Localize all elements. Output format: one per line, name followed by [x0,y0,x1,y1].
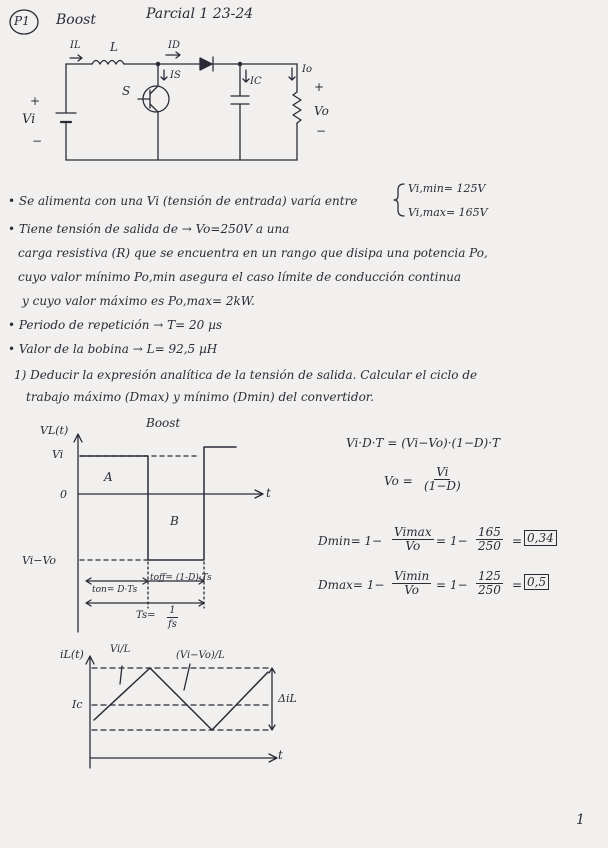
dmin-equals: = [512,534,523,548]
area-a-label: A [104,470,113,484]
resistor-symbol [293,92,301,123]
circuit-label-vi: Vi [22,112,36,127]
vl-level-vi: Vi [52,448,64,461]
circuit-label-minus-out: − [316,124,327,138]
problem-tag: P1 [14,14,30,28]
il-graph [86,656,277,768]
vl-axis-label: VL(t) [40,424,69,437]
note-vimax: Vi,max= 165V [408,206,488,219]
note-pomin: cuyo valor mínimo Po,min asegura el caso límite de conducción continua [18,270,462,284]
circuit-label-s: S [122,84,131,98]
exam-title: Parcial 1 23-24 [146,6,254,22]
circuit-label-id: ID [168,40,180,51]
vo-eq-lhs: Vo = [384,474,413,488]
circuit-label-vo: Vo [314,104,329,118]
diode-symbol [200,58,212,70]
ts-fraction: $\frac{1}{fs}$ [168,605,177,630]
area-b-label: B [170,514,179,528]
page-number: 1 [576,812,585,828]
vl-level-vivo: Vi−Vo [22,554,57,567]
question-line-1: 1) Deducir la expresión analítica de la tensión de salida. Calcular el ciclo de [14,368,478,382]
dmin-lhs: Dmin= 1− [318,534,383,548]
il-axis-t: t [278,748,283,762]
ton-label: ton= D·Ts [92,585,138,595]
vl-axis-t: t [266,486,271,500]
note-load: carga resistiva (R) que se encuentra en un rango que disipa una potencia Po, [18,246,488,260]
circuit-label-is: IS [170,70,181,81]
note-output-voltage: • Tiene tensión de salida de → Vo=250V a una [8,222,290,236]
dmax-mid: = 1− [436,578,468,592]
circuit-label-plus-in: + [30,94,41,108]
note-period: • Periodo de repetición → T= 20 µs [8,318,223,332]
dmin-mid: = 1− [436,534,468,548]
dmax-fraction-numeric: $\frac{125}{250}$ [478,569,501,597]
dmin-fraction-symbolic: Vimax Vo [394,525,432,553]
circuit-label-il: IL [70,40,81,51]
slope-rise-label: Vi/L [110,644,131,655]
ts-label: Ts= [136,610,156,621]
dmax-fraction-symbolic: Vimin Vo [394,569,430,597]
circuit-label-ic: IC [250,76,262,87]
il-axis-label: iL(t) [60,648,84,661]
topic-title: Boost [56,12,96,28]
boost-circuit [56,52,301,160]
toff-label: toff= (1-D)·Ts [150,573,212,583]
circuit-label-l: L [110,40,118,54]
vl-graph-title: Boost [146,416,181,430]
note-vimin: Vi,min= 125V [408,182,486,195]
note-input-voltage: • Se alimenta con una Vi (tensión de entrada) varía entre [8,194,358,208]
ic-level-label: Ic [72,698,83,711]
dmin-result: 0,34 [524,530,557,546]
volt-second-balance: Vi·D·T = (Vi−Vo)·(1−D)·T [346,436,501,450]
dmax-equals: = [512,578,523,592]
inductor-symbol [92,61,124,65]
vo-eq-fraction: $\frac{Vi}{(1-D)}$ [424,465,461,493]
circuit-label-plus-out: + [314,80,325,94]
dmin-fraction-numeric: $\frac{165}{250}$ [478,525,501,553]
note-pomax: y cuyo valor máximo es Po,max= 2kW. [22,294,255,308]
delta-il-label: ΔiL [278,692,297,705]
dmax-lhs: Dmax= 1− [318,578,385,592]
slope-fall-label: (Vi−Vo)/L [176,650,225,661]
range-brace [394,184,404,216]
question-line-2: trabajo máximo (Dmax) y mínimo (Dmin) del convertidor. [26,390,375,404]
circuit-label-minus-in: − [32,134,43,148]
dmax-result: 0,5 [524,574,549,590]
note-inductance: • Valor de la bobina → L= 92,5 µH [8,342,218,356]
circuit-label-io: Io [302,64,312,75]
vl-graph [74,434,263,632]
vl-level-zero: 0 [60,488,67,501]
